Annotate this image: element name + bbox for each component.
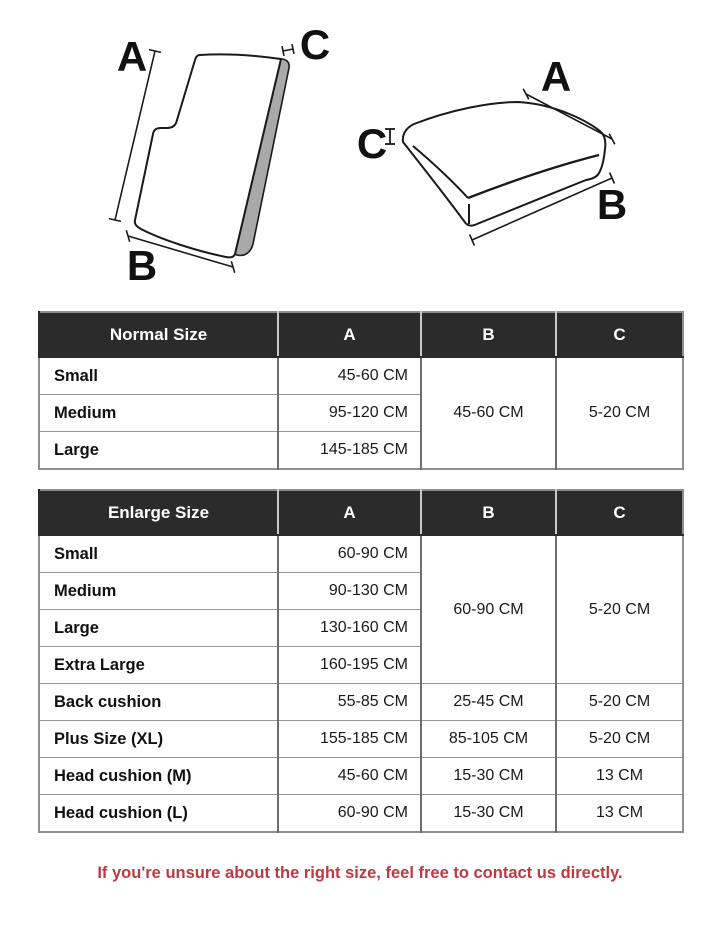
value-c: 13 CM xyxy=(556,795,683,833)
value-c: 5-20 CM xyxy=(556,721,683,758)
value-b: 15-30 CM xyxy=(421,758,556,795)
size-label: Small xyxy=(39,357,278,395)
col-header-b: B xyxy=(421,490,556,535)
seat-cushion-diagram xyxy=(350,58,715,293)
value-b-merged: 60-90 CM xyxy=(421,535,556,684)
table-row xyxy=(39,684,683,721)
value-b-merged: 45-60 CM xyxy=(421,357,556,469)
value-a: 95-120 CM xyxy=(278,395,421,432)
cushion-front-panel xyxy=(135,54,281,257)
table-row xyxy=(39,758,683,795)
label-b: B xyxy=(596,181,628,228)
col-header-c: C xyxy=(556,312,683,357)
value-a: 60-90 CM xyxy=(278,795,421,833)
table-header-row xyxy=(39,312,683,357)
value-c: 5-20 CM xyxy=(556,684,683,721)
col-header-a: A xyxy=(278,490,421,535)
size-label: Back cushion xyxy=(39,684,278,721)
size-label: Small xyxy=(39,535,278,573)
value-a: 55-85 CM xyxy=(278,684,421,721)
value-a: 155-185 CM xyxy=(278,721,421,758)
label-c: C xyxy=(299,21,331,68)
table-row xyxy=(39,535,683,573)
label-a: A xyxy=(540,58,572,100)
col-header-b: B xyxy=(421,312,556,357)
value-c: 13 CM xyxy=(556,758,683,795)
label-b: B xyxy=(126,242,158,289)
size-label: Head cushion (M) xyxy=(39,758,278,795)
table-row xyxy=(39,721,683,758)
value-a: 160-195 CM xyxy=(278,647,421,684)
normal-size-table xyxy=(38,311,684,470)
dimension-line-c xyxy=(282,44,294,56)
value-a: 60-90 CM xyxy=(278,535,421,573)
value-b: 85-105 CM xyxy=(421,721,556,758)
value-c-merged: 5-20 CM xyxy=(556,535,683,684)
col-header-c: C xyxy=(556,490,683,535)
value-b: 25-45 CM xyxy=(421,684,556,721)
table-row xyxy=(39,795,683,833)
size-label: Plus Size (XL) xyxy=(39,721,278,758)
table-title-cell: Normal Size xyxy=(39,312,278,357)
label-a: A xyxy=(116,33,148,80)
table-header-row xyxy=(39,490,683,535)
value-a: 145-185 CM xyxy=(278,432,421,470)
size-label: Large xyxy=(39,610,278,647)
size-label: Head cushion (L) xyxy=(39,795,278,833)
size-label: Medium xyxy=(39,573,278,610)
measurement-diagrams xyxy=(0,0,720,311)
table-title-cell: Enlarge Size xyxy=(39,490,278,535)
contact-note: If you're unsure about the right size, feel free to contact us directly. xyxy=(97,864,623,882)
table-row xyxy=(39,357,683,395)
value-a: 45-60 CM xyxy=(278,758,421,795)
label-c: C xyxy=(356,120,388,167)
value-a: 130-160 CM xyxy=(278,610,421,647)
value-a: 45-60 CM xyxy=(278,357,421,395)
enlarge-size-table xyxy=(38,489,684,833)
value-c-merged: 5-20 CM xyxy=(556,357,683,469)
size-label: Medium xyxy=(39,395,278,432)
value-b: 15-30 CM xyxy=(421,795,556,833)
col-header-a: A xyxy=(278,312,421,357)
size-label: Large xyxy=(39,432,278,470)
value-a: 90-130 CM xyxy=(278,573,421,610)
back-cushion-diagram xyxy=(20,18,350,303)
size-label: Extra Large xyxy=(39,647,278,684)
